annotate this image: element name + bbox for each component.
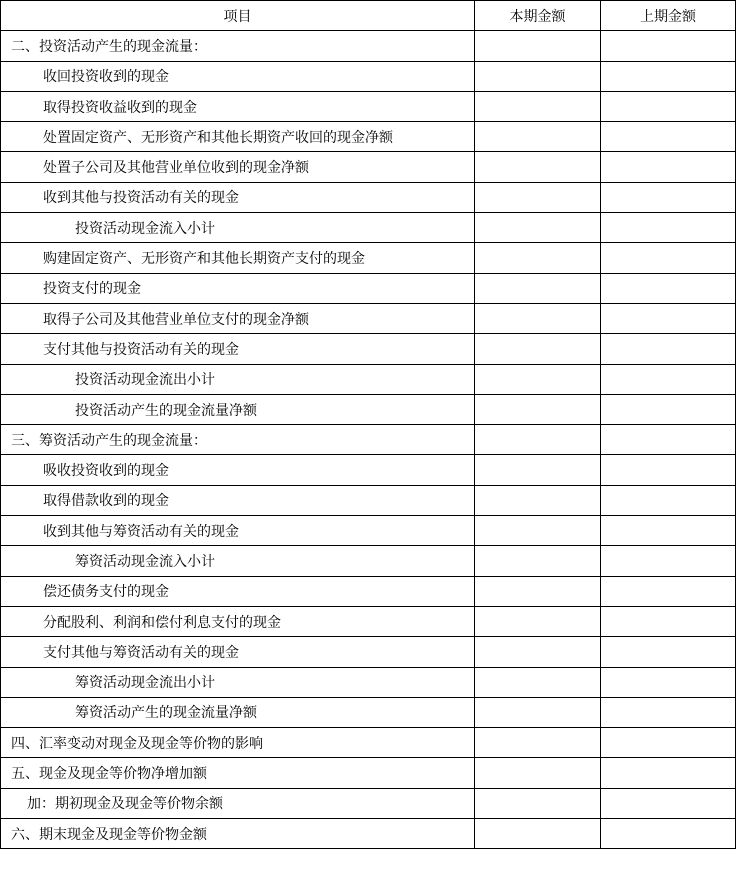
subtotal-row (1, 546, 736, 576)
table-row (1, 516, 736, 546)
row-label: 投资支付的现金 (1, 273, 475, 303)
row-label: 五、现金及现金等价物净增加额 (1, 758, 475, 788)
item-column-header: 项目 (1, 1, 475, 31)
prior-period-cell (601, 91, 736, 121)
prior-period-cell (601, 485, 736, 515)
prior-period-cell (601, 728, 736, 758)
current-period-cell (475, 516, 601, 546)
row-label: 收到其他与投资活动有关的现金 (1, 182, 475, 212)
current-period-cell (475, 91, 601, 121)
current-period-cell (475, 667, 601, 697)
prior-period-cell (601, 546, 736, 576)
current-period-cell (475, 728, 601, 758)
current-period-cell (475, 364, 601, 394)
prior-period-cell (601, 819, 736, 849)
table-row (1, 243, 736, 273)
row-label: 投资活动现金流入小计 (1, 213, 475, 243)
current-period-cell (475, 213, 601, 243)
current-period-cell (475, 788, 601, 818)
section-row (1, 728, 736, 758)
section-row (1, 819, 736, 849)
header-row (1, 1, 736, 31)
row-label: 收到其他与筹资活动有关的现金 (1, 516, 475, 546)
current-period-cell (475, 394, 601, 424)
current-period-cell (475, 637, 601, 667)
current-period-cell (475, 819, 601, 849)
current-period-cell (475, 273, 601, 303)
row-label: 四、汇率变动对现金及现金等价物的影响 (1, 728, 475, 758)
row-label: 购建固定资产、无形资产和其他长期资产支付的现金 (1, 243, 475, 273)
current-period-cell (475, 485, 601, 515)
subtotal-row (1, 364, 736, 394)
prior-period-cell (601, 667, 736, 697)
table-row (1, 606, 736, 636)
current-period-column-header: 本期金额 (475, 1, 601, 31)
table-row (1, 31, 736, 61)
row-label: 取得借款收到的现金 (1, 485, 475, 515)
prior-period-cell (601, 788, 736, 818)
row-label: 吸收投资收到的现金 (1, 455, 475, 485)
prior-period-cell (601, 425, 736, 455)
prior-period-cell (601, 637, 736, 667)
current-period-cell (475, 243, 601, 273)
prior-period-cell (601, 182, 736, 212)
table-row (1, 334, 736, 364)
row-label: 支付其他与投资活动有关的现金 (1, 334, 475, 364)
prior-period-cell (601, 61, 736, 91)
row-label: 加：期初现金及现金等价物余额 (1, 788, 475, 818)
prior-period-cell (601, 273, 736, 303)
current-period-cell (475, 606, 601, 636)
row-label: 投资活动产生的现金流量净额 (1, 394, 475, 424)
prior-period-cell (601, 122, 736, 152)
prior-period-cell (601, 758, 736, 788)
prior-period-column-header: 上期金额 (601, 1, 736, 31)
row-label: 六、期末现金及现金等价物金额 (1, 819, 475, 849)
table-row (1, 122, 736, 152)
table-row (1, 91, 736, 121)
table-row (1, 273, 736, 303)
current-period-cell (475, 61, 601, 91)
prior-period-cell (601, 697, 736, 727)
subtotal-row (1, 394, 736, 424)
current-period-cell (475, 152, 601, 182)
current-period-cell (475, 546, 601, 576)
prior-period-cell (601, 455, 736, 485)
row-label: 三、筹资活动产生的现金流量： (1, 425, 475, 455)
prior-period-cell (601, 243, 736, 273)
prior-period-cell (601, 213, 736, 243)
current-period-cell (475, 758, 601, 788)
current-period-cell (475, 576, 601, 606)
table-row (1, 576, 736, 606)
row-label: 二、投资活动产生的现金流量： (1, 31, 475, 61)
subtotal-row (1, 697, 736, 727)
prior-period-cell (601, 334, 736, 364)
prior-period-cell (601, 152, 736, 182)
prior-period-cell (601, 516, 736, 546)
current-period-cell (475, 455, 601, 485)
current-period-cell (475, 697, 601, 727)
current-period-cell (475, 31, 601, 61)
current-period-cell (475, 122, 601, 152)
subtotal-row (1, 213, 736, 243)
table-row (1, 485, 736, 515)
table-row (1, 455, 736, 485)
table-row (1, 182, 736, 212)
row-label: 支付其他与筹资活动有关的现金 (1, 637, 475, 667)
row-label: 筹资活动现金流出小计 (1, 667, 475, 697)
current-period-cell (475, 182, 601, 212)
row-label: 处置固定资产、无形资产和其他长期资产收回的现金净额 (1, 122, 475, 152)
section-row (1, 758, 736, 788)
row-label: 分配股利、利润和偿付利息支付的现金 (1, 606, 475, 636)
table-row (1, 303, 736, 333)
table-row (1, 788, 736, 818)
table-row (1, 61, 736, 91)
row-label: 偿还债务支付的现金 (1, 576, 475, 606)
subtotal-row (1, 667, 736, 697)
table-row (1, 152, 736, 182)
current-period-cell (475, 425, 601, 455)
prior-period-cell (601, 364, 736, 394)
prior-period-cell (601, 606, 736, 636)
row-label: 收回投资收到的现金 (1, 61, 475, 91)
prior-period-cell (601, 394, 736, 424)
prior-period-cell (601, 303, 736, 333)
row-label: 处置子公司及其他营业单位收到的现金净额 (1, 152, 475, 182)
row-label: 筹资活动现金流入小计 (1, 546, 475, 576)
row-label: 投资活动现金流出小计 (1, 364, 475, 394)
section-row (1, 425, 736, 455)
prior-period-cell (601, 576, 736, 606)
row-label: 筹资活动产生的现金流量净额 (1, 697, 475, 727)
current-period-cell (475, 303, 601, 333)
row-label: 取得子公司及其他营业单位支付的现金净额 (1, 303, 475, 333)
prior-period-cell (601, 31, 736, 61)
row-label: 取得投资收益收到的现金 (1, 91, 475, 121)
table-row (1, 637, 736, 667)
current-period-cell (475, 334, 601, 364)
